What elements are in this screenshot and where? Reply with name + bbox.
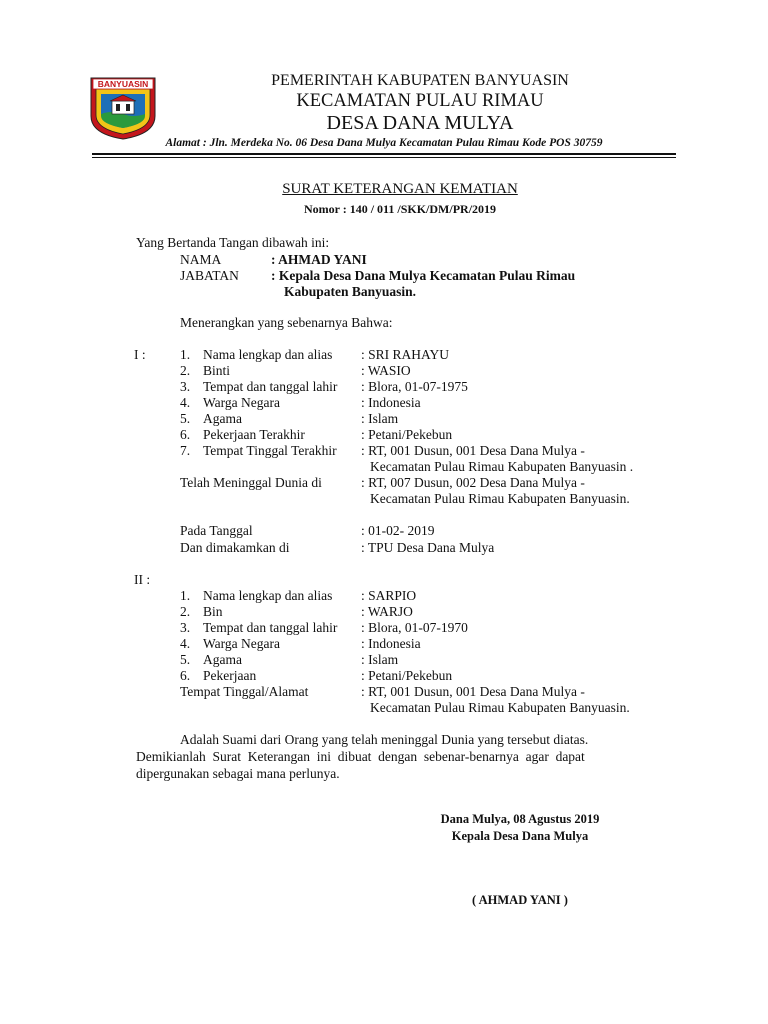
s2-address-value-cont: Kecamatan Pulau Rimau Kabupaten Banyuasin. xyxy=(370,700,630,715)
s1-row2-num: 2. xyxy=(180,363,191,378)
burial-label: Dan dimakamkan di xyxy=(180,540,290,555)
s2-row4-label: Warga Negara xyxy=(203,636,280,651)
document-number: Nomor : 140 / 011 /SKK/DM/PR/2019 xyxy=(303,202,497,216)
s1-row5-num: 5. xyxy=(180,411,191,426)
s2-row1-label: Nama lengkap dan alias xyxy=(203,588,333,603)
s2-row3-label: Tempat dan tanggal lahir xyxy=(203,620,338,635)
death-date-value: : 01-02- 2019 xyxy=(361,523,435,538)
s1-row4-label: Warga Negara xyxy=(203,395,280,410)
s1-row3-label: Tempat dan tanggal lahir xyxy=(203,379,338,394)
death-place-value-cont: Kecamatan Pulau Rimau Kabupaten Banyuasin. xyxy=(370,491,630,506)
address-line: Alamat : Jln. Merdeka No. 06 Desa Dana Mulya Kecamatan Pulau Rimau Kode POS 30759 xyxy=(165,137,603,149)
statement-text: Menerangkan yang sebenarnya Bahwa: xyxy=(180,315,393,330)
signer-position-value-cont: Kabupaten Banyuasin. xyxy=(284,284,417,299)
document-title: SURAT KETERANGAN KEMATIAN xyxy=(282,181,518,197)
section2-marker: II : xyxy=(134,572,151,587)
s2-row6-label: Pekerjaan xyxy=(203,668,257,683)
section1-marker: I : xyxy=(134,347,146,362)
s2-address-value: : RT, 001 Dusun, 001 Desa Dana Mulya - xyxy=(361,684,585,699)
s2-row5-label: Agama xyxy=(203,652,242,667)
s1-row7-num: 7. xyxy=(180,443,191,458)
death-place-value: : RT, 007 Dusun, 002 Desa Dana Mulya - xyxy=(361,475,585,490)
signer-name-value: : AHMAD YANI xyxy=(271,252,367,267)
s2-row1-num: 1. xyxy=(180,588,191,603)
s1-row4-value: : Indonesia xyxy=(361,395,421,410)
village-line: DESA DANA MULYA xyxy=(326,112,514,134)
s2-row3-value: : Blora, 01-07-1970 xyxy=(361,620,468,635)
header-divider-thick xyxy=(92,153,676,155)
intro-text: Yang Bertanda Tangan dibawah ini: xyxy=(136,235,330,250)
s2-row6-value: : Petani/Pekebun xyxy=(361,668,453,683)
district-line: KECAMATAN PULAU RIMAU xyxy=(296,91,544,111)
s1-row7-value: : RT, 001 Dusun, 001 Desa Dana Mulya - xyxy=(361,443,585,458)
signer-position-value: : Kepala Desa Dana Mulya Kecamatan Pulau Rimau xyxy=(271,268,576,283)
signature-place-date: Dana Mulya, 08 Agustus 2019 xyxy=(440,812,600,826)
gov-line: PEMERINTAH KABUPATEN BANYUASIN xyxy=(271,72,569,89)
s2-row2-num: 2. xyxy=(180,604,191,619)
s2-row4-num: 4. xyxy=(180,636,191,651)
s1-row3-value: : Blora, 01-07-1975 xyxy=(361,379,468,394)
header-divider-thin xyxy=(92,157,676,158)
s1-row1-label: Nama lengkap dan alias xyxy=(203,347,333,362)
s1-row6-num: 6. xyxy=(180,427,191,442)
s1-row2-label: Binti xyxy=(203,363,231,378)
s2-row2-value: : WARJO xyxy=(361,604,413,619)
signature-position: Kepala Desa Dana Mulya xyxy=(451,829,589,843)
s1-row6-label: Pekerjaan Terakhir xyxy=(203,427,305,442)
s2-address-label: Tempat Tinggal/Alamat xyxy=(180,684,309,699)
s2-row5-num: 5. xyxy=(180,652,191,667)
signature-name: ( AHMAD YANI ) xyxy=(472,893,568,907)
closing-line1: Adalah Suami dari Orang yang telah meninggal Dunia yang tersebut diatas. xyxy=(180,732,589,747)
s1-row6-value: : Petani/Pekebun xyxy=(361,427,453,442)
s2-row3-num: 3. xyxy=(180,620,191,635)
logo-text: BANYUASIN xyxy=(97,79,149,89)
s2-row4-value: : Indonesia xyxy=(361,636,421,651)
s1-row1-num: 1. xyxy=(180,347,191,362)
s2-row1-value: : SARPIO xyxy=(361,588,417,603)
s1-row1-value: : SRI RAHAYU xyxy=(361,347,450,362)
s2-row2-label: Bin xyxy=(203,604,223,619)
s1-row3-num: 3. xyxy=(180,379,191,394)
s2-row5-value: : Islam xyxy=(361,652,399,667)
s1-row7-label: Tempat Tinggal Terakhir xyxy=(203,443,337,458)
s1-row2-value: : WASIO xyxy=(361,363,411,378)
signer-position-label: JABATAN xyxy=(180,268,239,283)
s1-row5-value: : Islam xyxy=(361,411,399,426)
closing-line3: dipergunakan sebagai mana perlunya. xyxy=(136,766,340,781)
death-place-label: Telah Meninggal Dunia di xyxy=(180,475,322,490)
closing-line2: Demikianlah Surat Keterangan ini dibuat dengan sebenar-benarnya agar dapat xyxy=(136,749,585,764)
s1-row7-value-cont: Kecamatan Pulau Rimau Kabupaten Banyuasin . xyxy=(370,459,634,474)
burial-value: : TPU Desa Dana Mulya xyxy=(361,540,495,555)
s1-row4-num: 4. xyxy=(180,395,191,410)
s1-row5-label: Agama xyxy=(203,411,242,426)
death-date-label: Pada Tanggal xyxy=(180,523,253,538)
s2-row6-num: 6. xyxy=(180,668,191,683)
signer-name-label: NAMA xyxy=(180,252,222,267)
